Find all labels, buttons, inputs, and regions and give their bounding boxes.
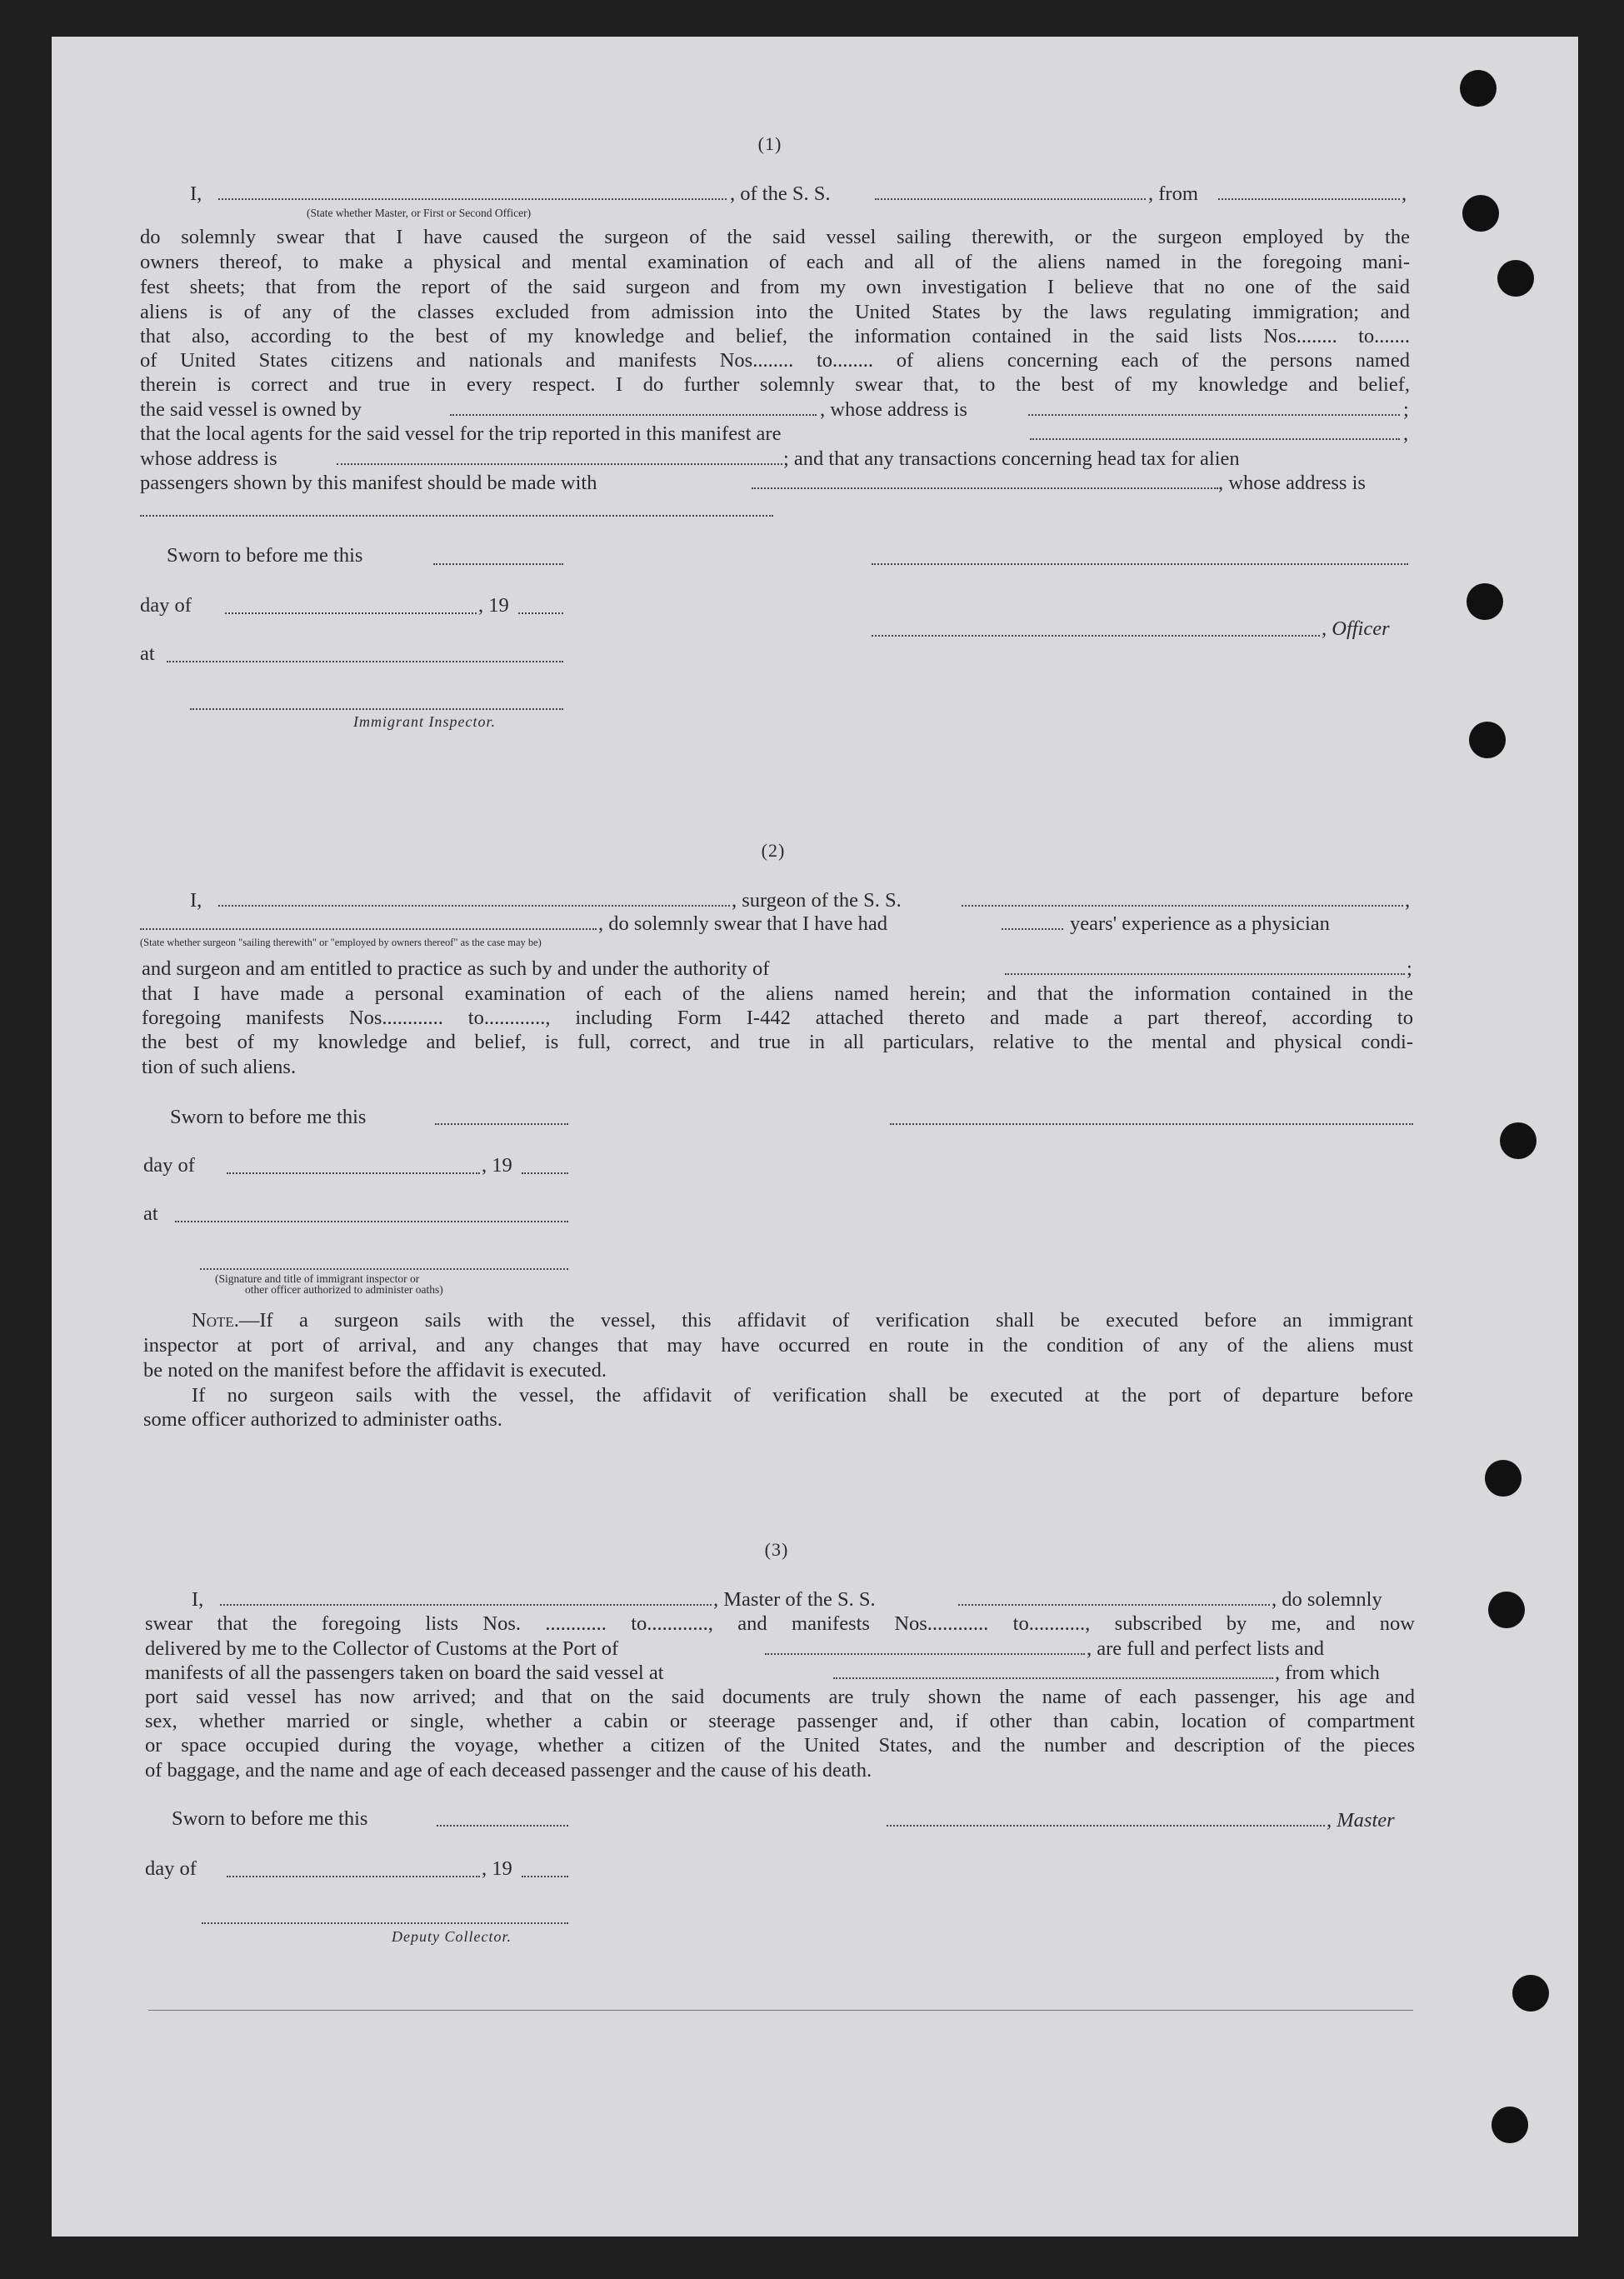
surgeon-status-field[interactable] [140, 928, 597, 930]
agents-address-field[interactable] [337, 463, 782, 465]
head-tax-address-label: , whose address is [1218, 472, 1366, 494]
section-2-at-label: at [143, 1202, 158, 1225]
authority-field[interactable] [1005, 973, 1405, 975]
from-label: , from [1148, 182, 1198, 205]
master-name-field[interactable] [220, 1604, 712, 1606]
section-2-sworn-date-field[interactable] [435, 1123, 568, 1125]
signature-caption-line-2: other officer authorized to administer oaths) [245, 1283, 443, 1296]
section-3-paragraph-line-4: port said vessel has now arrived; and that on the said documents are truly shown the name of each passenger, his age and [145, 1686, 1415, 1708]
head-tax-text: ; and that any transactions concerning head tax for alien [783, 447, 1240, 470]
section-1-paragraph-line-4: aliens is of any of the classes excluded from admission into the United States by the laws regulating immigration; and [140, 301, 1410, 323]
section-2-paragraph-line-3: foregoing manifests Nos............ to............, including Form I-442 attached thereto and made a part thereof, according to [142, 1007, 1413, 1029]
section-3-paragraph-line-5: sex, whether married or single, whether a cabin or steerage passenger and, if other than cabin, location of compartment [145, 1710, 1415, 1732]
surgeon-signature-field[interactable] [890, 1123, 1413, 1125]
section-1-paragraph-line-7: therein is correct and true in every respect. I do further solemnly swear that, to the best of my knowledge and belief, [140, 373, 1410, 396]
authorized-officer-signature-field[interactable] [200, 1268, 568, 1270]
section-1-place-field[interactable] [167, 661, 563, 662]
note-line-1: Note.—If a surgeon sails with the vessel, this affidavit of verification shall be executed before an immigrant [192, 1309, 1413, 1332]
head-tax-with-label: passengers shown by this manifest should be made with [140, 472, 597, 494]
owner-address-field[interactable] [1028, 414, 1400, 416]
section-3-sworn-label: Sworn to before me this [172, 1807, 368, 1830]
immigrant-inspector-signature-field[interactable] [190, 708, 563, 710]
section-1-officer-title-field[interactable] [872, 635, 1320, 637]
from-port-field[interactable] [1218, 198, 1400, 200]
section-1-officer-signature-field[interactable] [872, 563, 1408, 565]
master-of-ss-label: , Master of the S. S. [713, 1588, 876, 1611]
punch-hole-9 [1512, 1975, 1549, 2012]
section-2-i-label: I, [190, 889, 202, 912]
deputy-collector-signature-field[interactable] [202, 1922, 568, 1924]
punch-hole-6 [1500, 1122, 1537, 1159]
section-2-paragraph-line-2: that I have made a personal examination of each of the aliens named herein; and that the information contained in the [142, 982, 1413, 1005]
section-2-month-field[interactable] [227, 1172, 480, 1174]
section-2-vessel-field[interactable] [962, 905, 1403, 907]
section-2-number: (2) [761, 840, 786, 861]
years-experience-label: years' experience as a physician [1070, 912, 1330, 935]
head-tax-agent-field[interactable] [752, 487, 1218, 489]
years-experience-field[interactable] [1002, 928, 1063, 930]
punch-hole-3 [1497, 260, 1534, 297]
officer-label: , Officer [1322, 617, 1390, 640]
section-2-year-label: , 19 [482, 1154, 512, 1177]
authority-label: and surgeon and am entitled to practice as such by and under the authority of [142, 957, 770, 980]
owner-field[interactable] [450, 414, 817, 416]
surgeon-name-field[interactable] [218, 905, 730, 907]
section-1-at-label: at [140, 642, 155, 665]
master-label: , Master [1327, 1809, 1395, 1832]
section-2-paragraph-line-5: tion of such aliens. [142, 1056, 297, 1078]
boarding-port-label: manifests of all the passengers taken on board the said vessel at [145, 1662, 664, 1684]
punch-hole-4 [1467, 583, 1503, 620]
officer-caption: (State whether Master, or First or Second Officer) [307, 207, 532, 219]
vessel-name-field[interactable] [875, 198, 1146, 200]
solemnly-swear-label: , do solemnly swear that I have had [598, 912, 887, 935]
section-3-vessel-field[interactable] [958, 1604, 1270, 1606]
local-agents-field[interactable] [1030, 438, 1400, 440]
boarding-port-field[interactable] [833, 1677, 1273, 1679]
surgeon-of-ss-label: , surgeon of the S. S. [732, 889, 902, 912]
punch-hole-10 [1492, 2107, 1528, 2143]
surgeon-caption: (State whether surgeon "sailing therewith" or "employed by owners thereof" as the case may be) [140, 937, 542, 948]
section-1-year-label: , 19 [478, 594, 509, 617]
section-1-oath-line: I, [190, 182, 202, 205]
master-signature-field[interactable] [887, 1825, 1325, 1827]
section-3-day-of-label: day of [145, 1857, 197, 1880]
section-3-sworn-date-field[interactable] [437, 1825, 568, 1827]
section-2-place-field[interactable] [175, 1221, 568, 1222]
punch-hole-7 [1485, 1460, 1522, 1497]
section-1-paragraph-line-2: owners thereof, to make a physical and mental examination of each and all of the aliens named in the foregoing mani- [140, 251, 1410, 273]
bottom-divider [148, 2010, 1413, 2011]
note-line-3: be noted on the manifest before the affidavit is executed. [143, 1359, 607, 1382]
section-1-sworn-label: Sworn to before me this [167, 544, 363, 567]
from-which-label: , from which [1275, 1662, 1380, 1684]
section-3-i-label: I, [192, 1588, 204, 1611]
head-tax-address-field[interactable] [140, 515, 773, 517]
section-1-paragraph-line-3: fest sheets; that from the report of the said surgeon and from my own investigation I believe that no one of the said [140, 276, 1410, 298]
local-agents-label: that the local agents for the said vessel for the trip reported in this manifest are [140, 422, 782, 445]
section-3-year-label: , 19 [482, 1857, 512, 1880]
section-2-day-of-label: day of [143, 1154, 195, 1177]
section-2-sworn-label: Sworn to before me this [170, 1106, 367, 1128]
officer-name-field[interactable] [218, 198, 727, 200]
punch-hole-2 [1462, 195, 1499, 232]
section-3-paragraph-line-6: or space occupied during the voyage, whether a citizen of the United States, and the number and description of the pieces [145, 1734, 1415, 1757]
section-1-paragraph-line-6: of United States citizens and nationals and manifests Nos........ to........ of aliens concerning each of the persons named [140, 349, 1410, 372]
owner-address-label: , whose address is [820, 398, 967, 421]
section-1-day-of-label: day of [140, 594, 192, 617]
signature-caption-line-1: (Signature and title of immigrant inspector or [215, 1272, 420, 1285]
note-line-2: inspector at port of arrival, and any changes that may have occurred en route in the condition of any of the aliens must [143, 1334, 1413, 1357]
agents-address-label: whose address is [140, 447, 277, 470]
section-3-year-field[interactable] [522, 1876, 568, 1877]
punch-hole-1 [1460, 70, 1497, 107]
section-2-paragraph-line-4: the best of my knowledge and belief, is full, correct, and true in all particulars, relative to the mental and physical condi- [142, 1031, 1413, 1053]
section-1-number: (1) [757, 133, 782, 154]
section-2-year-field[interactable] [522, 1172, 568, 1174]
section-1-paragraph-line-5: that also, according to the best of my knowledge and belief, the information contained in the said lists Nos........ to....... [140, 325, 1410, 347]
note-line-4: If no surgeon sails with the vessel, the affidavit of verification shall be executed at the port of departure before [192, 1384, 1413, 1407]
section-1-sworn-date-field[interactable] [433, 563, 563, 565]
section-3-month-field[interactable] [227, 1876, 480, 1877]
port-of-delivery-label: delivered by me to the Collector of Customs at the Port of [145, 1637, 619, 1660]
immigrant-inspector-label: Immigrant Inspector. [353, 713, 496, 730]
punch-hole-5 [1469, 722, 1506, 758]
note-label: Note [192, 1309, 234, 1332]
note-line-5: some officer authorized to administer oaths. [143, 1408, 502, 1431]
deputy-collector-label: Deputy Collector. [392, 1928, 512, 1945]
section-1-year-field[interactable] [518, 612, 563, 614]
port-of-delivery-field[interactable] [765, 1653, 1085, 1655]
punch-hole-8 [1488, 1592, 1525, 1628]
section-1-paragraph-line-1: do solemnly swear that I have caused the surgeon of the said vessel sailing therewith, or the surgeon employed by the [140, 226, 1410, 248]
section-3-paragraph-line-1: swear that the foregoing lists Nos. ............ to............, and manifests Nos............ to..........., subscribed by me, and now [145, 1612, 1415, 1635]
of-ss-label: , of the S. S. [730, 182, 831, 205]
section-1-month-field[interactable] [225, 612, 477, 614]
do-solemnly-label: , do solemnly [1272, 1588, 1382, 1611]
full-perfect-label: , are full and perfect lists and [1087, 1637, 1325, 1660]
section-3-number: (3) [764, 1539, 789, 1560]
owned-by-label: the said vessel is owned by [140, 398, 362, 421]
section-3-paragraph-line-7: of baggage, and the name and age of each deceased passenger and the cause of his death. [145, 1759, 872, 1782]
